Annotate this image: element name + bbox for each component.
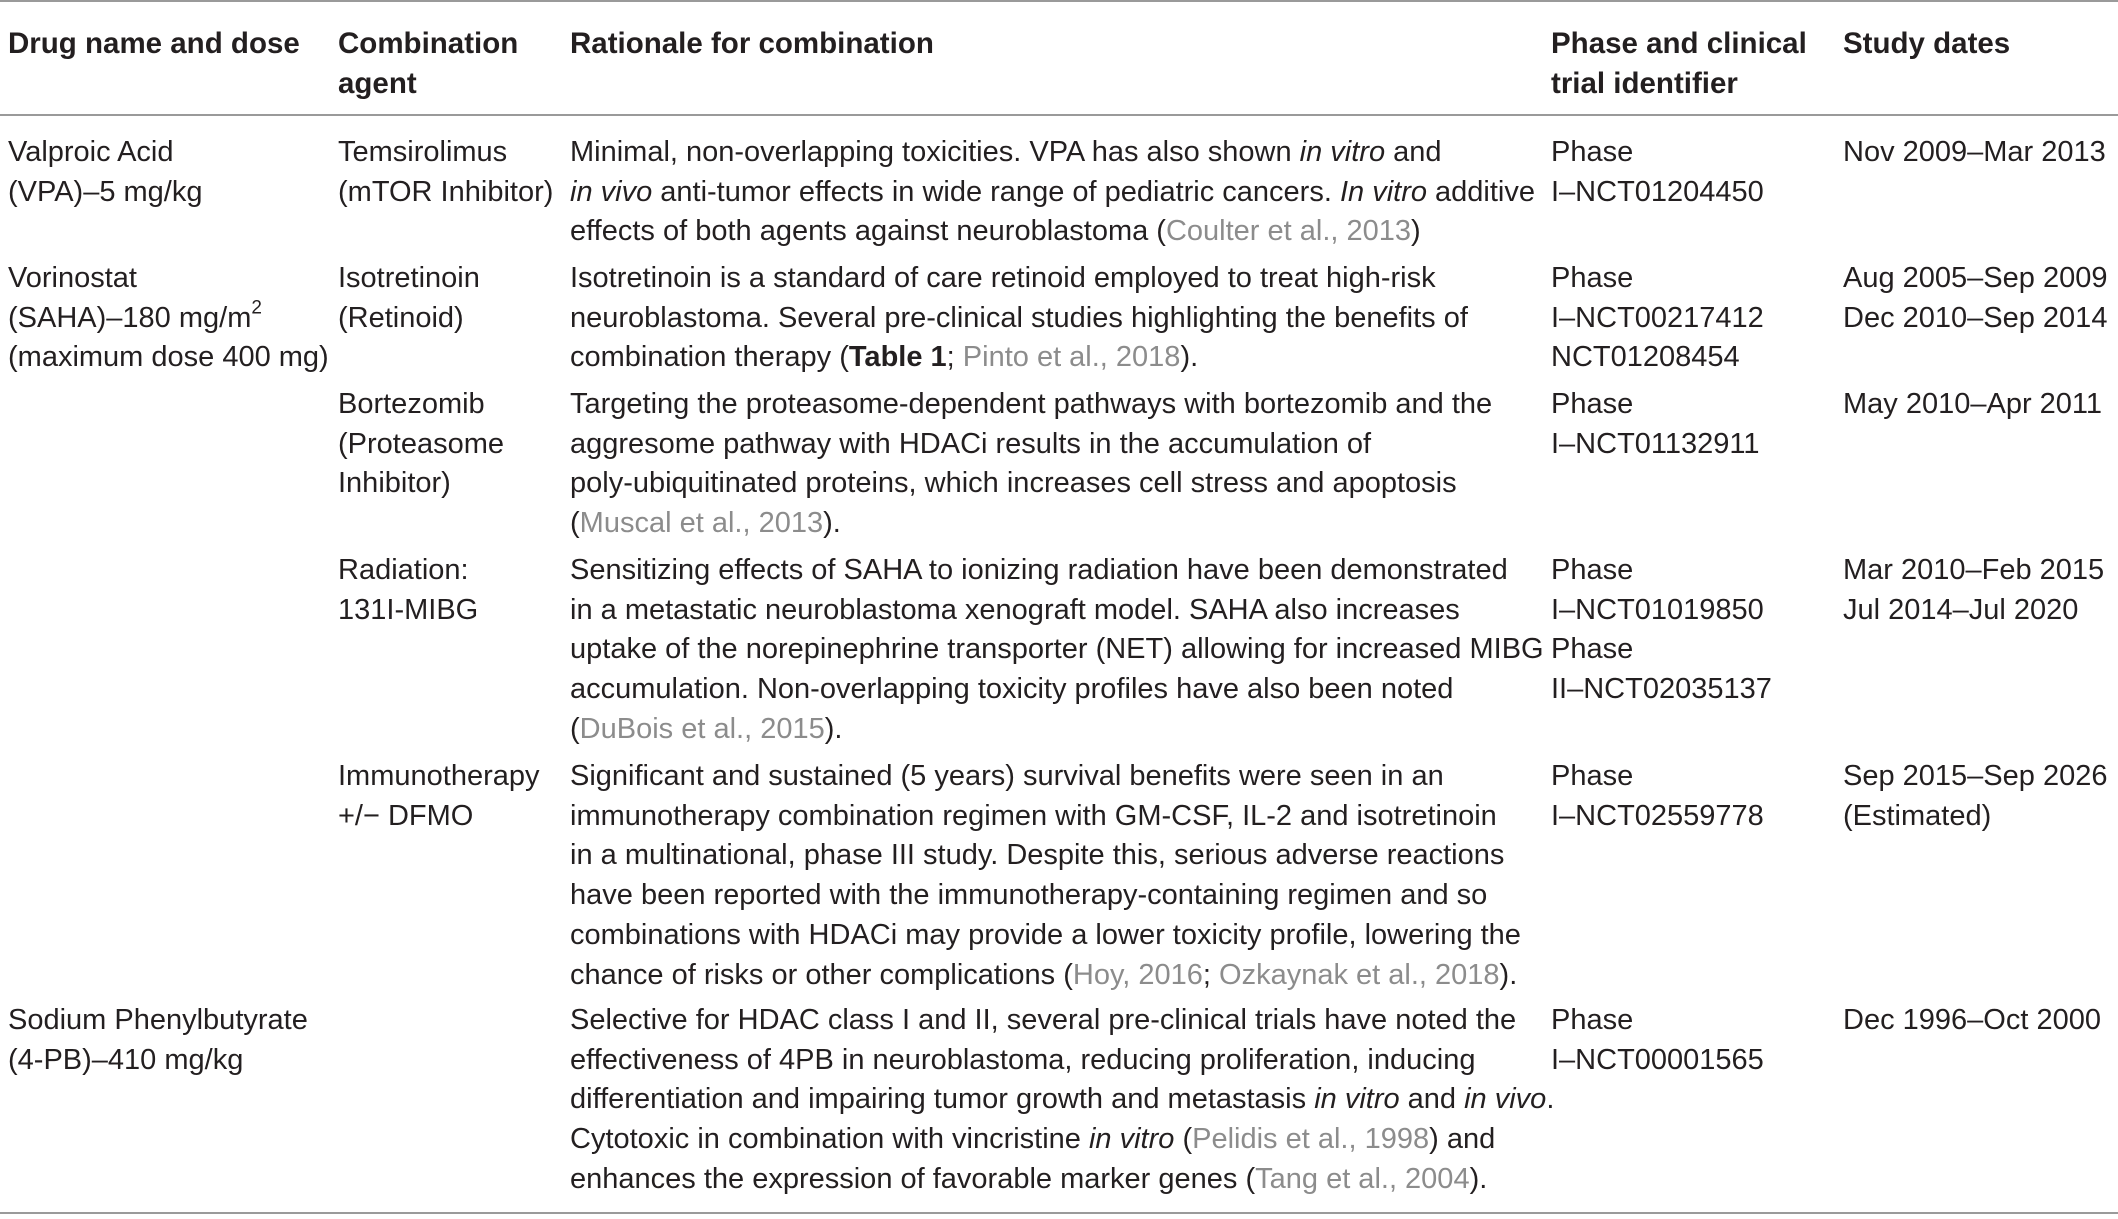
dates-cell: Mar 2010–Feb 2015 Jul 2014–Jul 2020	[1843, 554, 2105, 626]
citation-link[interactable]: Pelidis et al., 1998	[1192, 1123, 1430, 1156]
rationale-cell: Targeting the proteasome-dependent pathways with bortezomib and the aggresome pathway with HDACi results in the accumulation of poly-ubiquitinated proteins, which increases cell stress and apoptosis (Muscal et al., 2013).	[570, 388, 1493, 540]
header-rationale: Rationale for combination	[570, 27, 934, 60]
drug-cell: Sodium Phenylbutyrate (4-PB)–410 mg/kg	[8, 1004, 308, 1076]
citation-link[interactable]: Coulter et al., 2013	[1165, 215, 1412, 248]
phase-cell: Phase I–NCT01019850 Phase II–NCT02035137	[1551, 554, 1772, 706]
dates-cell: Nov 2009–Mar 2013	[1843, 136, 2106, 168]
header-drug: Drug name and dose	[8, 27, 300, 60]
phase-cell: Phase I–NCT01132911	[1551, 388, 1760, 460]
phase-cell: Phase I–NCT02559778	[1551, 760, 1764, 832]
header-combination-agent: Combination agent	[338, 27, 519, 100]
agent-cell: Isotretinoin (Retinoid)	[338, 262, 480, 334]
phase-cell: Phase I–NCT00217412 NCT01208454	[1551, 262, 1764, 374]
agent-cell: Radiation: 131I-MIBG	[338, 554, 479, 626]
phase-cell: Phase I–NCT01204450	[1551, 136, 1764, 208]
citation-link[interactable]: Pinto et al., 2018	[962, 341, 1181, 374]
phase-cell: Phase I–NCT00001565	[1551, 1004, 1764, 1076]
table-bottom-rule	[0, 1212, 2118, 1214]
header-study-dates: Study dates	[1843, 27, 2011, 60]
dates-cell: Sep 2015–Sep 2026 (Estimated)	[1843, 760, 2108, 832]
dates-cell: Aug 2005–Sep 2009 Dec 2010–Sep 2014	[1843, 262, 2108, 334]
dates-cell: May 2010–Apr 2011	[1843, 388, 2103, 420]
citation-link[interactable]: DuBois et al., 2015	[579, 712, 825, 745]
agent-cell: Bortezomib (Proteasome Inhibitor)	[338, 388, 505, 500]
agent-cell: Temsirolimus (mTOR Inhibitor)	[338, 136, 554, 208]
rationale-cell: Selective for HDAC class I and II, several pre-clinical trials have noted the effectiveness of 4PB in neuroblastoma, reducing proliferation, inducing differentiation and impairing tumor growth and metastasis in vitro and in vivo. Cytotoxic in combination with vincristine in vitro (Pelidis et al., 1998) and enhances the expression of favorable marker genes (Tang et al., 2004).	[570, 1004, 1555, 1195]
drug-cell: Valproic Acid (VPA)–5 mg/kg	[8, 136, 203, 208]
citation-link[interactable]: Tang et al., 2004	[1255, 1162, 1470, 1195]
rationale-cell: Significant and sustained (5 years) survival benefits were seen in an immunotherapy combination regimen with GM-CSF, IL-2 and isotretinoin in a multinational, phase III study. Despite this, serious adverse reactions have been reported with the immunotherapy-containing regimen and so combinations with HDACi may provide a lower toxicity profile, lowering the chance of risks or other complications (Hoy, 2016; Ozkaynak et al., 2018).	[570, 760, 1521, 991]
agent-cell: Immunotherapy +/− DFMO	[338, 760, 540, 832]
rationale-cell: Minimal, non-overlapping toxicities. VPA has also shown in vitro and in vivo anti-tumor effects in wide range of pediatric cancers. In vitro additive effects of both agents against neuroblastoma (Coulter et al., 2013)	[570, 136, 1535, 248]
rationale-cell: Sensitizing effects of SAHA to ionizing radiation have been demonstrated in a metastatic neuroblastoma xenograft model. SAHA also increases uptake of the norepinephrine transporter (NET) allowing for increased MIBG accumulation. Non-overlapping toxicity profiles have also been noted (DuBois et al., 2015).	[570, 554, 1544, 745]
dates-cell: Dec 1996–Oct 2000	[1843, 1004, 2101, 1036]
header-phase-trial: Phase and clinical trial identifier	[1551, 27, 1807, 100]
table-reference[interactable]: Table 1	[848, 341, 947, 374]
citation-link[interactable]: Muscal et al., 2013	[579, 507, 824, 540]
drug-cell: Vorinostat (SAHA)–180 $mg/m^2$ (maximum dose 400 mg)	[8, 262, 329, 374]
rationale-cell: Isotretinoin is a standard of care retinoid employed to treat high-risk neuroblastoma. Several pre-clinical studies highlighting the benefits of combination therapy (Table 1; Pinto et al., 2018).	[570, 262, 1468, 374]
citation-link[interactable]: Ozkaynak et al., 2018	[1219, 958, 1500, 991]
citation-link[interactable]: Hoy, 2016	[1072, 958, 1203, 991]
table-header	[0, 0, 2118, 116]
